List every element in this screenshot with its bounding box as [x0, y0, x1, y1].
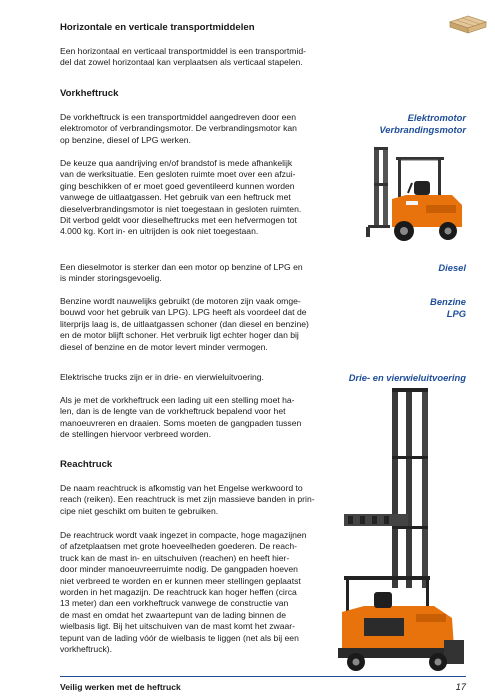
- para-diesel: Een dieselmotor is sterker dan een motor op benzine of LPG en is minder storingsgevoelig.: [60, 262, 303, 284]
- side-label-motor: Elektromotor Verbrandingsmotor: [379, 112, 466, 135]
- reachtruck-illustration: [334, 386, 466, 676]
- side-label-wielen: Drie- en vierwieluitvoering: [348, 372, 466, 383]
- para-stelling: Als je met de vorkheftruck een lading uit een stelling moet ha- len, dan is de lengte van de vorkheftruck bepalend voor het manoeuvreren en draaien. Soms moeten de gangpaden tussen de stellingen hiervoor verbreed worden.: [60, 395, 302, 440]
- para-elektrisch: Elektrische trucks zijn er in drie- en vierwieluitvoering.: [60, 372, 264, 382]
- footer-title: Veilig werken met de heftruck: [60, 682, 181, 692]
- pallet-icon: [448, 14, 488, 36]
- forklift-illustration: [366, 143, 466, 243]
- footer-divider: [60, 676, 466, 677]
- heading-horizontal-vertical: Horizontale en verticale transportmiddelen: [60, 22, 255, 33]
- para-vorkheftruck-2: De keuze qua aandrijving en/of brandstof is mede afhankelijk van de werksituatie. Een gesloten ruimte moet over een afzui- ging beschikken of er moet goed geventileerd kunnen worden vanwege de uitlaatgassen. Het gebruik van een heftruck met dieselverbrandingsmotor is niet toegestaan in gesloten ruimten. Dit verbod geldt voor dieselheftrucks met een hefvermogen tot 4.000 kg. Kort in- en uitrijden is ook niet toegestaan.: [60, 158, 302, 237]
- para-intro: Een horizontaal en verticaal transportmiddel is een transportmid- del dat zowel horizontaal kan verplaatsen als verticaal stapelen.: [60, 46, 307, 68]
- heading-reachtruck: Reachtruck: [60, 459, 113, 470]
- heading-vorkheftruck: Vorkheftruck: [60, 88, 119, 99]
- side-label-benzine-lpg: Benzine LPG: [430, 296, 466, 319]
- para-benzine-lpg: Benzine wordt nauwelijks gebruikt (de motoren zijn vaak omge- bouwd voor het gebruik van LPG). LPG heeft als voordeel dat de literprijs laag is, de uitlaatgassen schoner (dan diesel en benzine) en de motor blijft schoner. Het verbruik ligt echter hoger dan bij diesel of benzine en de motor levert minder vermogen.: [60, 296, 309, 352]
- para-reachtruck-1: De naam reachtruck is afkomstig van het Engelse werkwoord to reach (reiken). Een reachtruck is met zijn massieve banden in prin- cipe niet geschikt om buiten te gebruiken.: [60, 483, 315, 516]
- para-reachtruck-2: De reachtruck wordt vaak ingezet in compacte, hoge magazijnen of afzetplaatsen met grote hoeveelheden goederen. De reach- truck kan de mast in- en uitschuiven (reachen) en heeft hier- door minder manoeuvreerruimte nodig. De gangpaden hoeven niet verbreed te worden en er kunnen meer stellingen geplaatst worden in het magazijn. De reachtruck kan hoger heffen (circa 13 meter) dan een vorkheftruck vanwege de constructie van de mast en omdat het zwaartepunt van de lading binnen de wielbasis ligt. Bij het uitschuiven van de mast komt het zwaar- tepunt van de lading vóór de wielbasis te liggen (net als bij een vorkheftruck).: [60, 530, 307, 655]
- side-label-diesel: Diesel: [438, 262, 466, 273]
- page-number: 17: [455, 681, 466, 692]
- para-vorkheftruck-1: De vorkheftruck is een transportmiddel aangedreven door een elektromotor of verbrandingsmotor. De verbrandingsmotor kan op benzine, diesel of LPG werken.: [60, 112, 297, 145]
